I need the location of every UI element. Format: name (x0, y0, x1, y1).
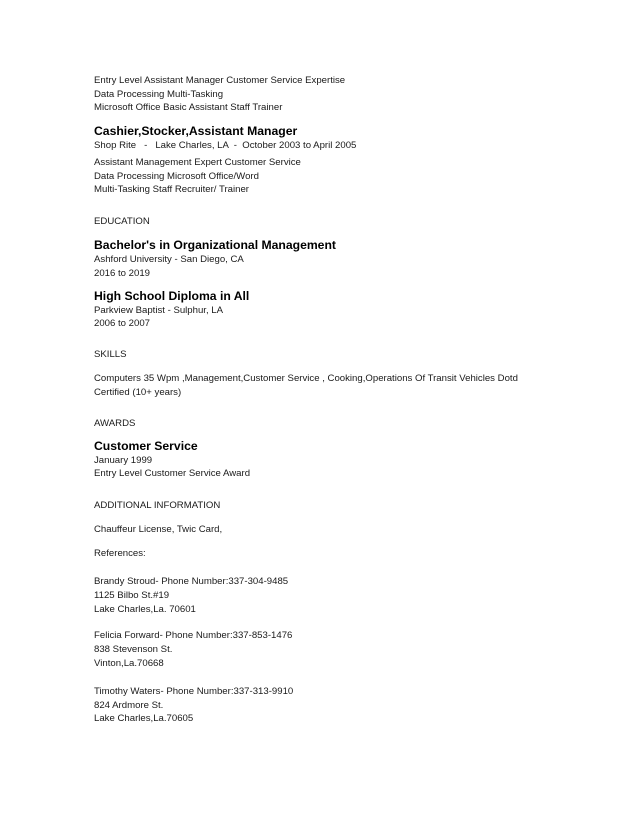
skills-heading: SKILLS (94, 349, 127, 360)
additional-info-heading: ADDITIONAL INFORMATION (94, 500, 221, 511)
licenses-text: Chauffeur License, Twic Card, (94, 524, 223, 535)
job2-title: Cashier,Stocker,Assistant Manager (94, 124, 298, 138)
reference-1-street: 1125 Bilbo St.#19 (94, 590, 170, 601)
awards-heading: AWARDS (94, 418, 136, 429)
education-dates-2: 2006 to 2007 (94, 318, 151, 329)
reference-2-street: 838 Stevenson St. (94, 644, 173, 655)
job1-skills-line-1: Entry Level Assistant Manager Customer Service Expertise (94, 75, 346, 86)
skills-line-1: Computers 35 Wpm ,Management,Customer Service , Cooking,Operations Of Transit Vehicles Dotd (94, 373, 518, 384)
education-school-1: Ashford University - San Diego, CA (94, 254, 244, 265)
award-description: Entry Level Customer Service Award (94, 468, 251, 479)
reference-1-city: Lake Charles,La. 70601 (94, 604, 196, 615)
reference-2-name-phone: Felicia Forward- Phone Number:337-853-1476 (94, 630, 293, 641)
education-heading: EDUCATION (94, 216, 150, 227)
award-date: January 1999 (94, 455, 153, 466)
job2-skills-line-2: Data Processing Microsoft Office/Word (94, 171, 259, 182)
education-degree-2: High School Diploma in All (94, 289, 250, 303)
references-label: References: (94, 548, 146, 559)
reference-3-name-phone: Timothy Waters- Phone Number:337-313-9910 (94, 686, 294, 697)
education-school-2: Parkview Baptist - Sulphur, LA (94, 305, 224, 316)
job1-skills-line-2: Data Processing Multi-Tasking (94, 89, 224, 100)
award-title: Customer Service (94, 439, 198, 453)
skills-line-2: Certified (10+ years) (94, 387, 182, 398)
education-degree-1: Bachelor's in Organizational Management (94, 238, 336, 252)
reference-2-city: Vinton,La.70668 (94, 658, 164, 669)
job2-meta: Shop Rite - Lake Charles, LA - October 2003 to April 2005 (94, 140, 357, 151)
education-dates-1: 2016 to 2019 (94, 268, 151, 279)
job2-skills-line-3: Multi-Tasking Staff Recruiter/ Trainer (94, 184, 249, 195)
reference-3-street: 824 Ardmore St. (94, 700, 164, 711)
reference-3-city: Lake Charles,La.70605 (94, 713, 194, 724)
job1-skills-line-3: Microsoft Office Basic Assistant Staff Trainer (94, 102, 283, 113)
reference-1-name-phone: Brandy Stroud- Phone Number:337-304-9485 (94, 576, 289, 587)
job2-skills-line-1: Assistant Management Expert Customer Service (94, 157, 301, 168)
